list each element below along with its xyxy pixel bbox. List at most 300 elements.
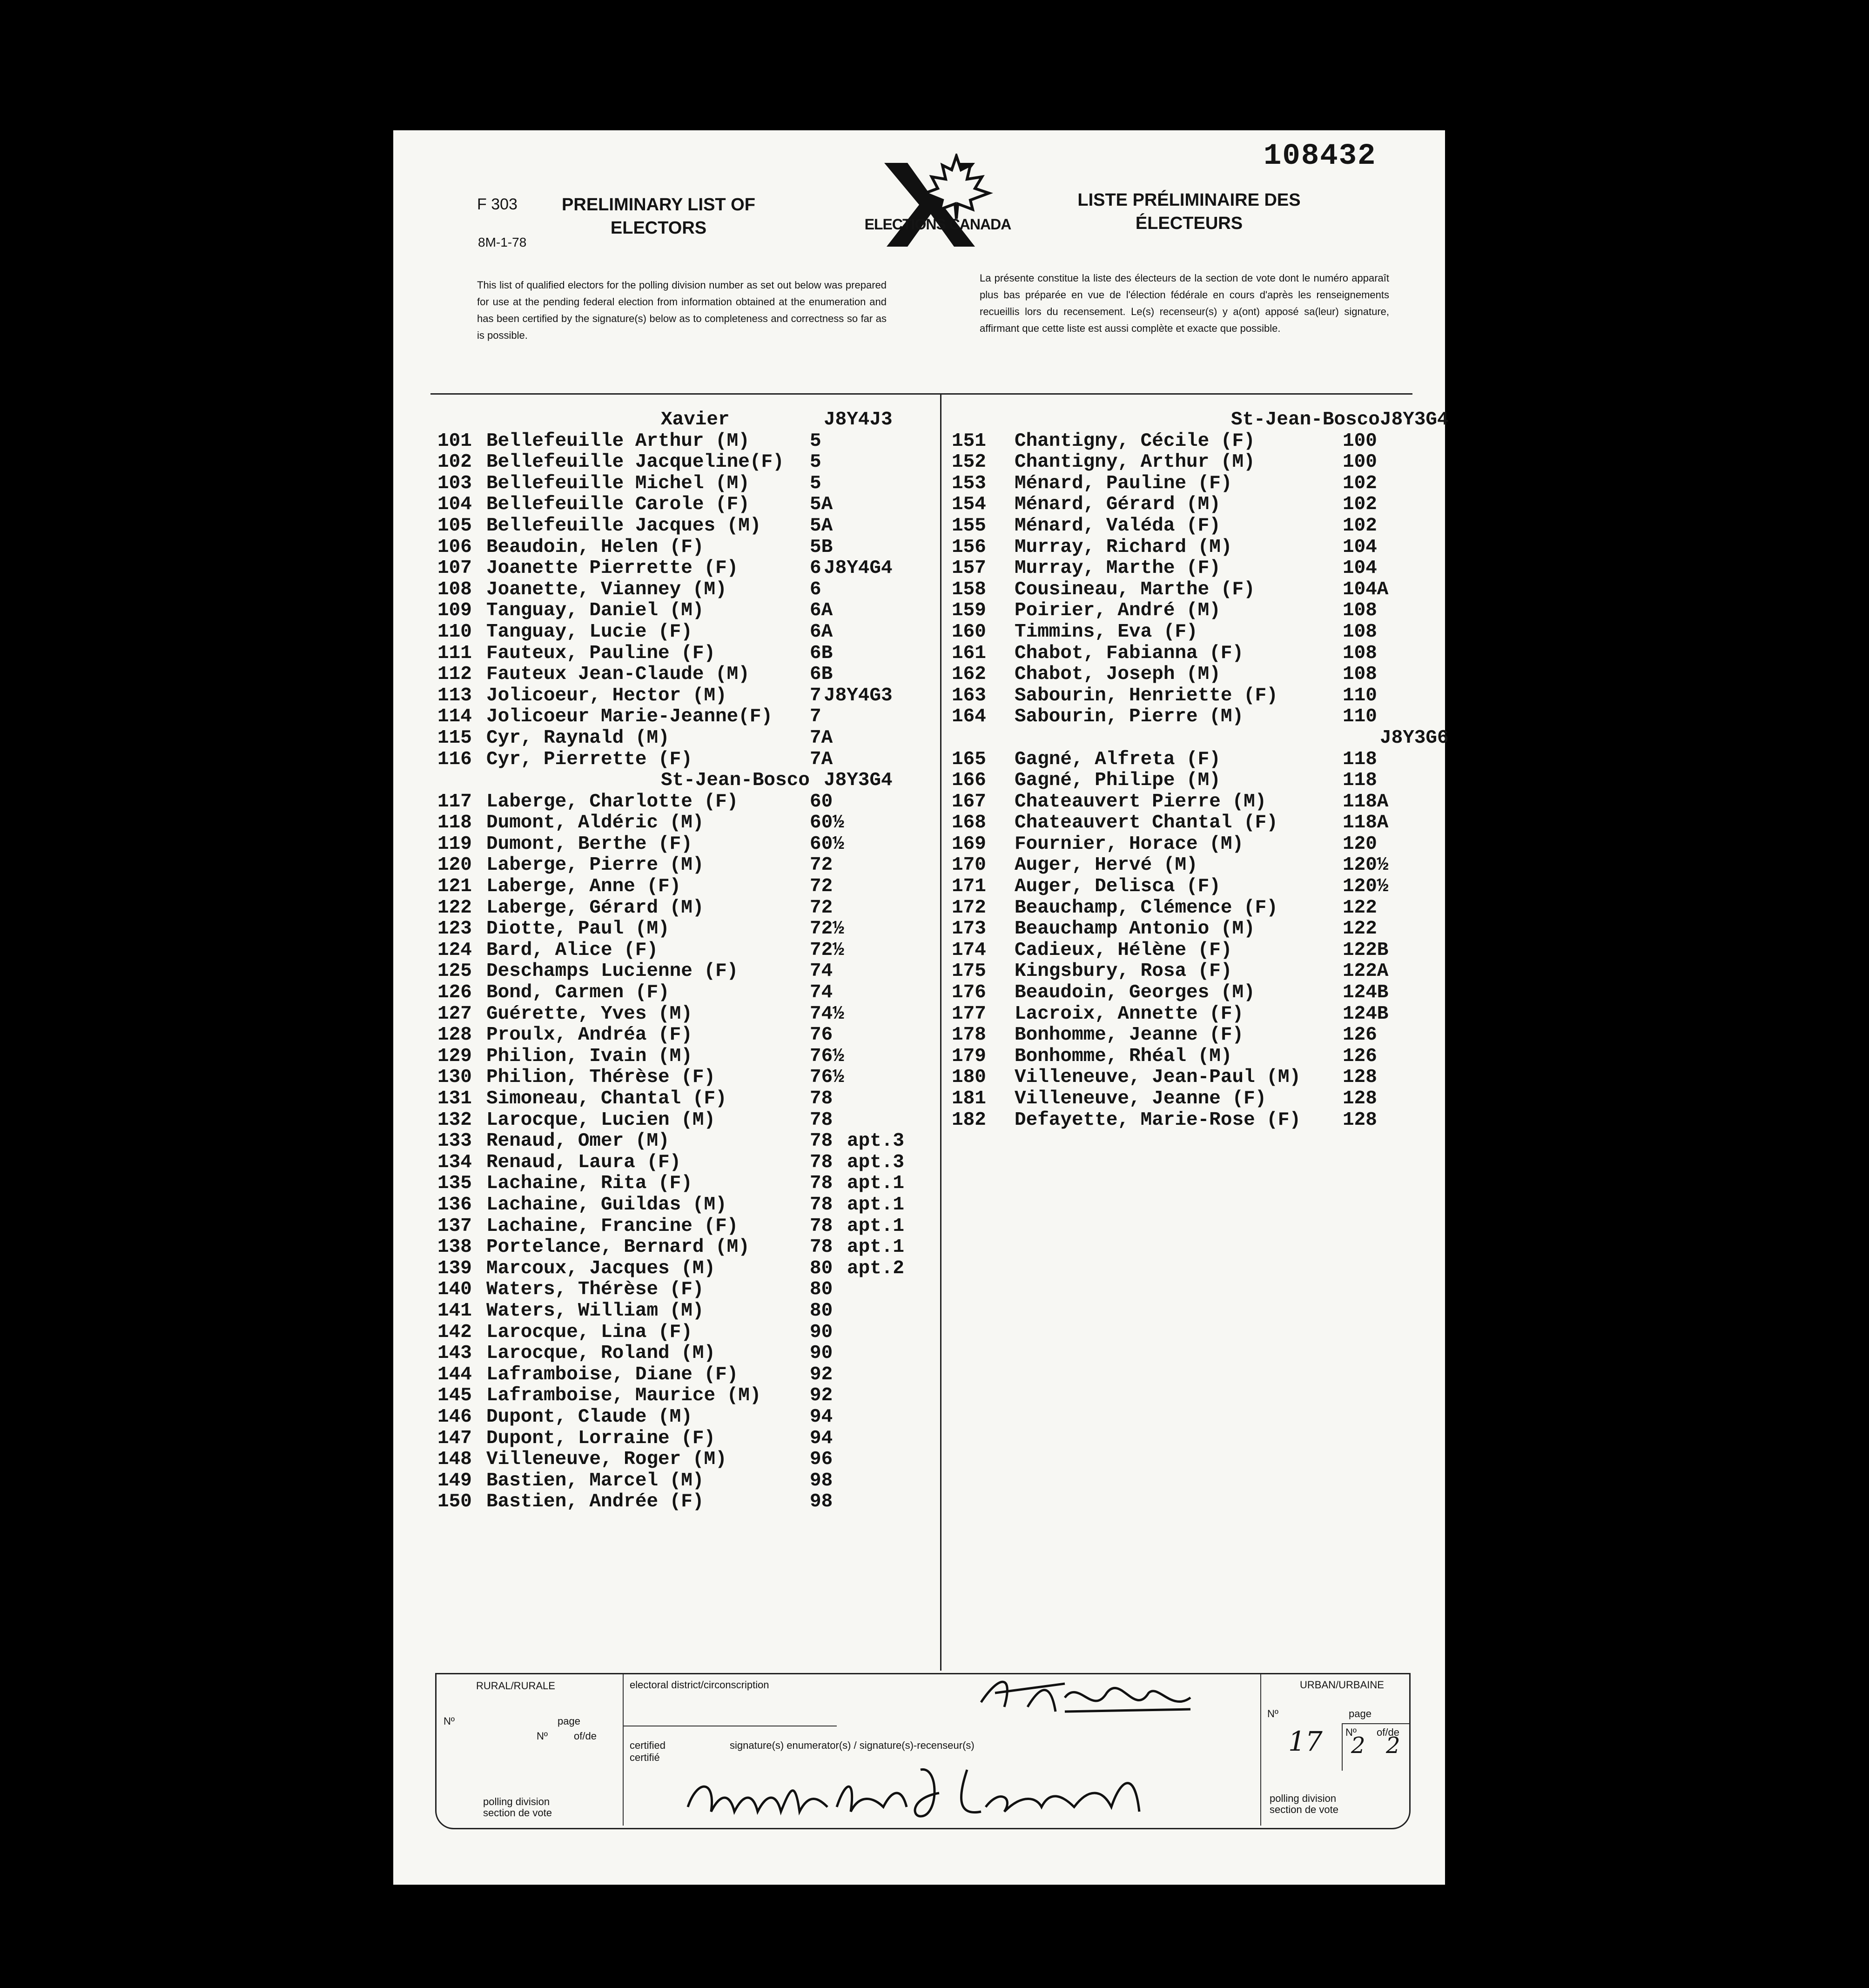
elector-row	[437, 431, 938, 452]
elector-address: 124B	[1343, 982, 1389, 1004]
elector-row	[952, 706, 1436, 728]
street-postal-code: J8Y3G6	[1380, 727, 1449, 749]
elector-name: Ménard, Valéda (F)	[1015, 515, 1221, 537]
elector-name: Chateauvert Chantal (F)	[1015, 812, 1278, 834]
elector-address: 102	[1343, 472, 1377, 494]
elector-number: 135	[437, 1173, 472, 1195]
urban-polling-division-number: 17	[1288, 1726, 1323, 1757]
elector-row	[437, 813, 938, 834]
elector-name: Joanette, Vianney (M)	[486, 578, 727, 600]
elector-row	[437, 664, 938, 685]
elector-name: Murray, Richard (M)	[1015, 536, 1232, 558]
elector-number: 110	[437, 621, 472, 643]
elector-name: Cyr, Raynald (M)	[486, 727, 670, 749]
title-french: LISTE PRÉLIMINAIRE DES ÉLECTEURS	[1077, 190, 1301, 233]
elector-number: 172	[952, 897, 986, 919]
elector-address: 76	[810, 1024, 833, 1046]
elector-number: 111	[437, 642, 472, 664]
elector-number: 174	[952, 939, 986, 961]
elector-number: 169	[952, 833, 986, 855]
elector-row	[952, 1088, 1436, 1110]
elector-address: 126	[1343, 1024, 1377, 1046]
elector-address: 94	[810, 1427, 833, 1449]
elector-number: 108	[437, 578, 472, 600]
electors-list-form	[393, 130, 1449, 1885]
elector-number: 164	[952, 706, 986, 728]
elector-number: 136	[437, 1194, 472, 1216]
elector-row	[437, 792, 938, 813]
elector-name: Bastien, Andrée (F)	[486, 1491, 704, 1513]
elector-row	[952, 1110, 1436, 1131]
right-elector-column	[952, 409, 1449, 1131]
elector-address: 5A	[810, 494, 833, 516]
elector-name: Waters, Thérèse (F)	[486, 1279, 704, 1301]
elector-number: 154	[952, 494, 986, 516]
elector-name: Poirier, André (M)	[1015, 600, 1221, 622]
elector-name: Fauteux, Pauline (F)	[486, 642, 716, 664]
elector-name: Chabot, Fabianna (F)	[1015, 642, 1244, 664]
elector-name: Lachaine, Guildas (M)	[486, 1194, 727, 1216]
elector-name: Deschamps Lucienne (F)	[486, 960, 739, 982]
elector-name: Waters, William (M)	[486, 1300, 704, 1322]
elector-address: 80	[810, 1257, 833, 1279]
elector-row	[437, 537, 938, 558]
signatures-label: signature(s) enumerator(s) / signature(s)-recenseur(s)	[730, 1740, 975, 1751]
elector-name: Ménard, Gérard (M)	[1015, 494, 1221, 516]
elector-row	[437, 1301, 938, 1322]
elector-address: 7A	[810, 748, 833, 770]
elector-number: 138	[437, 1236, 472, 1258]
elector-name: Larocque, Lucien (M)	[486, 1109, 716, 1131]
elector-row	[952, 473, 1436, 495]
elector-number: 139	[437, 1257, 472, 1279]
elector-row	[437, 558, 938, 579]
elector-row	[437, 876, 938, 898]
elector-name: Philion, Thérèse (F)	[486, 1067, 716, 1088]
rural-polling-division-label: polling division section de vote	[483, 1796, 552, 1819]
elector-name: Beauchamp, Clémence (F)	[1015, 897, 1278, 919]
elector-number: 102	[437, 451, 472, 473]
elector-address: 96	[810, 1449, 833, 1471]
elector-row	[952, 982, 1436, 1004]
elector-row	[952, 685, 1436, 707]
elector-row	[437, 473, 938, 495]
elector-number: 158	[952, 578, 986, 600]
elector-address: 5	[810, 472, 821, 494]
elector-number: 153	[952, 472, 986, 494]
elector-name: Dupont, Claude (M)	[486, 1406, 692, 1428]
elector-number: 156	[952, 536, 986, 558]
elector-name: Cadieux, Hélène (F)	[1015, 939, 1232, 961]
elector-row	[952, 579, 1436, 601]
elector-address: 6B	[810, 642, 833, 664]
elector-address: 60½	[810, 812, 844, 834]
elector-apartment: apt.1	[847, 1194, 905, 1216]
street-header	[437, 770, 938, 792]
urban-polling-division-label: polling division section de vote	[1270, 1793, 1338, 1815]
elector-address: 118A	[1343, 812, 1389, 834]
urban-no-label: Nº	[1267, 1708, 1278, 1719]
title-english: PRELIMINARY LIST OF ELECTORS	[562, 195, 755, 238]
urban-of-label: of/de	[1377, 1726, 1399, 1738]
elector-row	[437, 1428, 938, 1450]
elector-row	[437, 1364, 938, 1386]
elector-name: Laframboise, Maurice (M)	[486, 1385, 761, 1407]
elector-address: 78	[810, 1236, 833, 1258]
elector-address: 6	[810, 578, 821, 600]
elector-number: 125	[437, 960, 472, 982]
elections-canada-logo	[875, 154, 1001, 261]
elector-name: Cyr, Pierrette (F)	[486, 748, 692, 770]
elector-number: 177	[952, 1003, 986, 1025]
elector-name: Fournier, Horace (M)	[1015, 833, 1244, 855]
elector-address: 6A	[810, 621, 833, 643]
elector-number: 112	[437, 664, 472, 685]
rural-page-label: page	[558, 1715, 580, 1727]
elector-number: 149	[437, 1470, 472, 1491]
elector-apartment: apt.1	[847, 1236, 905, 1258]
elector-number: 134	[437, 1151, 472, 1173]
elector-number: 104	[437, 494, 472, 516]
elector-name: Ménard, Pauline (F)	[1015, 472, 1232, 494]
elector-name: Laberge, Charlotte (F)	[486, 791, 739, 813]
elector-address: 120½	[1343, 854, 1389, 876]
elector-name: Bellefeuille Michel (M)	[486, 472, 750, 494]
elector-name: Defayette, Marie-Rose (F)	[1015, 1109, 1301, 1131]
elector-address: 122	[1343, 897, 1377, 919]
elector-number: 179	[952, 1045, 986, 1067]
intro-english: This list of qualified electors for the polling division number as set out below was prepared for use at the pending federal election from information obtained at the enumeration and has been certified by the signature(s) below as to completeness and correctness so far as is possible.	[477, 279, 887, 341]
elector-address: 118	[1343, 748, 1377, 770]
elector-number: 133	[437, 1130, 472, 1152]
elector-name: Lachaine, Rita (F)	[486, 1173, 692, 1195]
elector-apartment: apt.3	[847, 1151, 905, 1173]
street-header	[437, 410, 938, 431]
rural-label: RURAL/RURALE	[476, 1680, 555, 1692]
elector-address: 104A	[1343, 578, 1389, 600]
column-divider	[940, 393, 941, 1671]
elector-name: Laberge, Anne (F)	[486, 876, 681, 898]
elector-address: 118	[1343, 770, 1377, 792]
elector-address: 120½	[1343, 876, 1389, 898]
street-header	[952, 409, 1449, 431]
rural-of-label: of/de	[574, 1730, 597, 1742]
elector-address: 78	[810, 1130, 833, 1152]
enumerator-signature-1	[972, 1665, 1214, 1730]
elector-row	[437, 494, 938, 516]
intro-french: La présente constitue la liste des électeurs de la section de vote dont le numéro apparaît plus bas préparée en vue de l'élection fédérale en cours d'après les renseignements recueillis lors du recensement. Le(s) recenseur(s) y a(ont) apposé sa(leur) signature, affirmant que cette liste est aussi complète et exacte que possible.	[980, 272, 1389, 334]
elector-number: 144	[437, 1363, 472, 1385]
elector-row	[437, 1237, 938, 1258]
elector-name: Joanette Pierrette (F)	[486, 557, 739, 579]
elector-number: 151	[952, 430, 986, 452]
elector-name: Cousineau, Marthe (F)	[1015, 578, 1255, 600]
elector-address: 90	[810, 1343, 833, 1364]
elector-number: 159	[952, 600, 986, 622]
elector-row	[437, 1471, 938, 1492]
elector-number: 115	[437, 727, 472, 749]
elector-name: Bellefeuille Carole (F)	[486, 494, 750, 516]
elector-name: Chantigny, Arthur (M)	[1015, 451, 1255, 473]
elector-row	[952, 940, 1436, 961]
elector-row	[952, 961, 1436, 982]
elector-number: 182	[952, 1109, 986, 1131]
elector-number: 126	[437, 982, 472, 1004]
elector-number: 173	[952, 918, 986, 940]
elector-name: Chabot, Joseph (M)	[1015, 664, 1221, 685]
elector-address: 78	[810, 1215, 833, 1237]
elector-row	[952, 749, 1436, 771]
elector-number: 103	[437, 472, 472, 494]
elector-number: 121	[437, 876, 472, 898]
elector-number: 152	[952, 451, 986, 473]
footer-box	[435, 1673, 1411, 1829]
elector-address: 110	[1343, 685, 1377, 706]
elector-address: 72	[810, 854, 833, 876]
elector-name: Beaudoin, Georges (M)	[1015, 982, 1255, 1004]
elector-name: Auger, Hervé (M)	[1015, 854, 1198, 876]
elector-number: 148	[437, 1449, 472, 1471]
elector-number: 142	[437, 1321, 472, 1343]
elector-address: 118A	[1343, 791, 1389, 813]
elector-name: Marcoux, Jacques (M)	[486, 1257, 716, 1279]
elector-address: 104	[1343, 536, 1377, 558]
elector-number: 105	[437, 515, 472, 537]
elector-address: 108	[1343, 642, 1377, 664]
elector-row	[437, 1004, 938, 1025]
urban-label: URBAN/URBAINE	[1300, 1679, 1384, 1691]
elector-postal-code: J8Y4G3	[824, 685, 893, 706]
logo-text: ELECTIONS CANADA	[864, 216, 1011, 233]
urban-page-total: 2	[1386, 1733, 1400, 1759]
elector-address: 5	[810, 430, 821, 452]
elector-name: Lachaine, Francine (F)	[486, 1215, 739, 1237]
elector-number: 132	[437, 1109, 472, 1131]
elector-address: 72	[810, 876, 833, 898]
elector-row	[952, 452, 1436, 473]
elector-name: Tanguay, Lucie (F)	[486, 621, 692, 643]
elector-name: Lacroix, Annette (F)	[1015, 1003, 1244, 1025]
elector-name: Dumont, Berthe (F)	[486, 833, 692, 855]
elector-row	[952, 770, 1436, 792]
elector-name: Timmins, Eva (F)	[1015, 621, 1198, 643]
elector-number: 166	[952, 770, 986, 792]
street-name: Xavier	[661, 409, 730, 430]
elector-number: 124	[437, 939, 472, 961]
elector-number: 147	[437, 1427, 472, 1449]
elector-name: Bastien, Marcel (M)	[486, 1470, 704, 1491]
left-elector-column	[437, 410, 938, 1513]
elector-address: 102	[1343, 494, 1377, 516]
elector-row	[437, 1322, 938, 1343]
elector-address: 78	[810, 1194, 833, 1216]
elector-row	[437, 685, 938, 707]
elector-number: 128	[437, 1024, 472, 1046]
elector-row	[952, 834, 1436, 855]
elector-name: Sabourin, Henriette (F)	[1015, 685, 1278, 706]
elector-number: 155	[952, 515, 986, 537]
elector-address: 90	[810, 1321, 833, 1343]
elector-address: 72½	[810, 918, 844, 940]
elector-number: 113	[437, 685, 472, 706]
elector-address: 60	[810, 791, 833, 813]
elector-row	[437, 940, 938, 961]
elector-name: Auger, Delisca (F)	[1015, 876, 1221, 898]
elector-address: 98	[810, 1491, 833, 1513]
elector-name: Bellefeuille Jacques (M)	[486, 515, 761, 537]
elector-name: Renaud, Omer (M)	[486, 1130, 670, 1152]
elector-name: Guérette, Yves (M)	[486, 1003, 692, 1025]
elector-address: 7	[810, 685, 821, 706]
elector-row	[952, 622, 1436, 643]
elector-number: 122	[437, 897, 472, 919]
elector-row	[952, 600, 1436, 622]
elector-row	[437, 1195, 938, 1216]
elector-address: 7A	[810, 727, 833, 749]
elector-name: Laframboise, Diane (F)	[486, 1363, 739, 1385]
urban-page-number: 2	[1351, 1733, 1365, 1759]
elector-row	[952, 1004, 1436, 1025]
elector-number: 123	[437, 918, 472, 940]
elector-row	[952, 1067, 1436, 1088]
elector-address: 108	[1343, 664, 1377, 685]
elector-name: Chantigny, Cécile (F)	[1015, 430, 1255, 452]
elector-row	[437, 452, 938, 473]
elector-address: 124B	[1343, 1003, 1389, 1025]
elector-name: Bard, Alice (F)	[486, 939, 659, 961]
elector-name: Renaud, Laura (F)	[486, 1151, 681, 1173]
elector-address: 72	[810, 897, 833, 919]
elector-address: 128	[1343, 1109, 1377, 1131]
elector-name: Beauchamp Antonio (M)	[1015, 918, 1255, 940]
elector-address: 122	[1343, 918, 1377, 940]
elector-name: Larocque, Roland (M)	[486, 1343, 716, 1364]
elector-row	[437, 855, 938, 876]
elector-address: 74	[810, 982, 833, 1004]
elector-row	[952, 431, 1436, 452]
elector-number: 107	[437, 557, 472, 579]
elector-number: 143	[437, 1343, 472, 1364]
elector-row	[952, 558, 1436, 579]
electoral-district-label: electoral district/circonscription	[630, 1679, 769, 1691]
elector-name: Laberge, Pierre (M)	[486, 854, 704, 876]
elector-name: Bellefeuille Jacqueline(F)	[486, 451, 784, 473]
elector-row	[437, 1216, 938, 1237]
header-rule	[430, 393, 1412, 395]
serial-number: 108432	[1264, 140, 1377, 173]
elector-name: Beaudoin, Helen (F)	[486, 536, 704, 558]
urban-page-label: page	[1349, 1708, 1371, 1719]
elector-address: 98	[810, 1470, 833, 1491]
elector-address: 78	[810, 1173, 833, 1195]
elector-name: Bellefeuille Arthur (M)	[486, 430, 750, 452]
elector-number: 180	[952, 1067, 986, 1088]
elector-row	[437, 1343, 938, 1364]
elector-address: 110	[1343, 706, 1377, 728]
elector-name: Simoneau, Chantal (F)	[486, 1088, 727, 1109]
elector-address: 72½	[810, 939, 844, 961]
elector-row	[437, 728, 938, 749]
urban-page-no-label: Nº	[1345, 1726, 1357, 1738]
elector-row	[437, 749, 938, 771]
elector-row	[437, 1152, 938, 1174]
elector-number: 117	[437, 791, 472, 813]
form-revision: 8M-1-78	[478, 235, 527, 249]
street-name: St-Jean-Bosco	[661, 770, 810, 792]
elector-row	[952, 1025, 1436, 1046]
elector-row	[952, 898, 1436, 919]
elector-number: 160	[952, 621, 986, 643]
elector-name: Murray, Marthe (F)	[1015, 557, 1221, 579]
elector-row	[437, 1449, 938, 1471]
elector-row	[952, 855, 1436, 876]
elector-row	[437, 1258, 938, 1280]
elector-number: 109	[437, 600, 472, 622]
elector-number: 127	[437, 1003, 472, 1025]
elector-name: Dupont, Lorraine (F)	[486, 1427, 716, 1449]
elector-apartment: apt.3	[847, 1130, 905, 1152]
elector-address: 128	[1343, 1067, 1377, 1088]
elector-row	[952, 516, 1436, 537]
elector-address: 104	[1343, 557, 1377, 579]
elector-name: Larocque, Lina (F)	[486, 1321, 692, 1343]
elector-name: Diotte, Paul (M)	[486, 918, 670, 940]
certified-label: certified certifié	[630, 1740, 666, 1763]
urban-section-divider	[1260, 1674, 1261, 1826]
elector-number: 162	[952, 664, 986, 685]
elector-name: Philion, Ivain (M)	[486, 1045, 692, 1067]
elector-row	[437, 579, 938, 601]
elector-row	[437, 1025, 938, 1046]
street-postal-code: J8Y3G4	[1380, 409, 1449, 430]
elector-address: 5B	[810, 536, 833, 558]
elector-name: Tanguay, Daniel (M)	[486, 600, 704, 622]
street-postal-code: J8Y4J3	[824, 409, 893, 430]
elector-name: Proulx, Andréa (F)	[486, 1024, 692, 1046]
elector-row	[437, 706, 938, 728]
enumerator-signature-2	[679, 1751, 1190, 1830]
elector-number: 146	[437, 1406, 472, 1428]
elector-row	[437, 961, 938, 982]
elector-address: 102	[1343, 515, 1377, 537]
elector-name: Chateauvert Pierre (M)	[1015, 791, 1267, 813]
elector-row	[437, 982, 938, 1004]
elector-name: Gagné, Alfreta (F)	[1015, 748, 1221, 770]
elector-number: 150	[437, 1491, 472, 1513]
elector-name: Bond, Carmen (F)	[486, 982, 670, 1004]
elector-number: 175	[952, 960, 986, 982]
elector-number: 163	[952, 685, 986, 706]
elector-number: 171	[952, 876, 986, 898]
elector-row	[952, 876, 1436, 898]
elector-number: 178	[952, 1024, 986, 1046]
elector-row	[437, 1088, 938, 1110]
elector-number: 145	[437, 1385, 472, 1407]
elector-number: 120	[437, 854, 472, 876]
elector-number: 176	[952, 982, 986, 1004]
elector-apartment: apt.1	[847, 1215, 905, 1237]
elector-number: 168	[952, 812, 986, 834]
elector-row	[952, 537, 1436, 558]
elector-number: 165	[952, 748, 986, 770]
elector-address: 80	[810, 1279, 833, 1301]
elector-address: 60½	[810, 833, 844, 855]
elector-name: Bonhomme, Rhéal (M)	[1015, 1045, 1232, 1067]
elector-row	[437, 516, 938, 537]
elector-row	[437, 1407, 938, 1428]
elector-address: 122B	[1343, 939, 1389, 961]
elector-name: Fauteux Jean-Claude (M)	[486, 664, 750, 685]
